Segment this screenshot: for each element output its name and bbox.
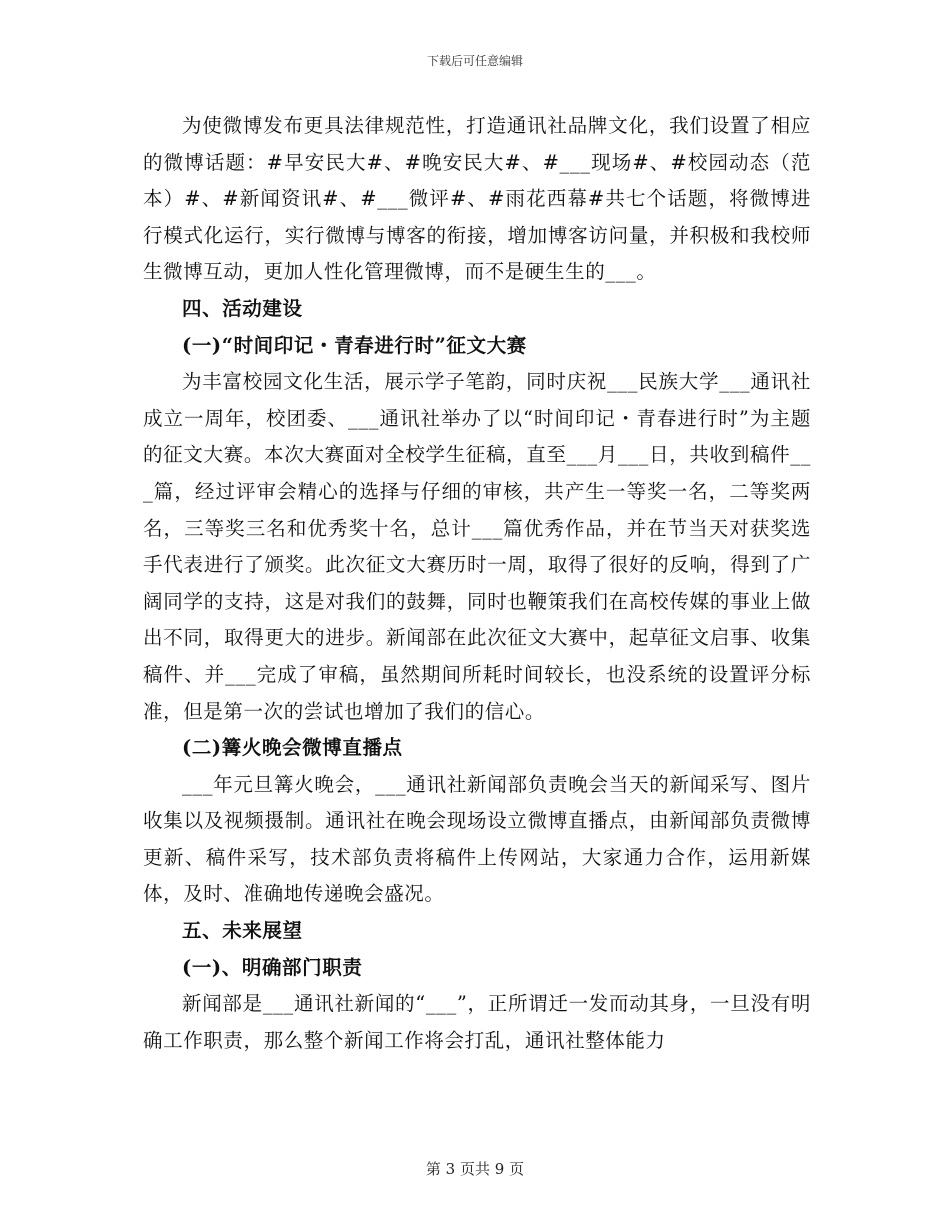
subsection-heading-department-duties: (一)、明确部门职责 [182, 955, 363, 979]
paragraph-weibo-topics: 为使微博发布更具法律规范性，打造通讯社品牌文化，我们设置了相应的微博话题：#早安民大#、#晚安民大#、#___现场#、#校园动态（范本）#、#新闻资讯#、#___微评#、#雨花西幕#共七个话题，将微博进行模式化运行，实行微博与博客的衔接，增加博客访问量，并积极和我校师生微博互动，更加人性化管理微博，而不是硬生生的___。 [143, 114, 811, 284]
subsection-heading-bonfire-party: (二)篝火晚会微博直播点 [182, 736, 403, 760]
paragraph-department-duties: 新闻部是___通讯社新闻的“___”，正所谓迁一发而动其身，一旦没有明确工作职责，那么整个新闻工作将会打乱，通讯社整体能力 [143, 992, 811, 1052]
paragraph-essay-contest: 为丰富校园文化生活，展示学子笔韵，同时庆祝___民族大学___通讯社成立一周年，校团委、___通讯社举办了以“时间印记・青春进行时”为主题的征文大赛。本次大赛面对全校学生征稿，直至___月___日，共收到稿件___篇，经过评审会精心的选择与仔细的审核，共产生一等奖一名，二等奖两名，三等奖三名和优秀奖十名，总计___篇优秀作品，并在节当天对获奖选手代表进行了颁奖。此次征文大赛历时一周，取得了很好的反响，得到了广阔同学的支持，这是对我们的鼓舞，同时也鞭策我们在高校传媒的事业上做出不同，取得更大的进步。新闻部在此次征文大赛中，起草征文启事、收集稿件、并___完成了审稿，虽然期间所耗时间较长，也没系统的设置评分标准，但是第一次的尝试也增加了我们的信心。 [143, 370, 811, 723]
document-body [143, 108, 811, 1059]
subsection-heading-essay-contest: (一)“时间印记・青春进行时”征文大赛 [182, 333, 527, 357]
paragraph-bonfire-party: ___年元旦篝火晚会，___通讯社新闻部负责晚会当天的新闻采写、图片收集以及视频摄制。通讯社在晚会现场设立微博直播点，由新闻部负责微博更新、稿件采写，技术部负责将稿件上传网站，大家通力合作，运用新媒体，及时、准确地传递晚会盛况。 [143, 772, 811, 906]
page-header: 下载后可任意编辑 [426, 54, 523, 68]
section-heading-future-outlook: 五、未来展望 [182, 919, 303, 943]
page-number: 第 3 页共 9 页 [425, 1160, 525, 1178]
section-heading-activities: 四、活动建设 [182, 296, 303, 320]
